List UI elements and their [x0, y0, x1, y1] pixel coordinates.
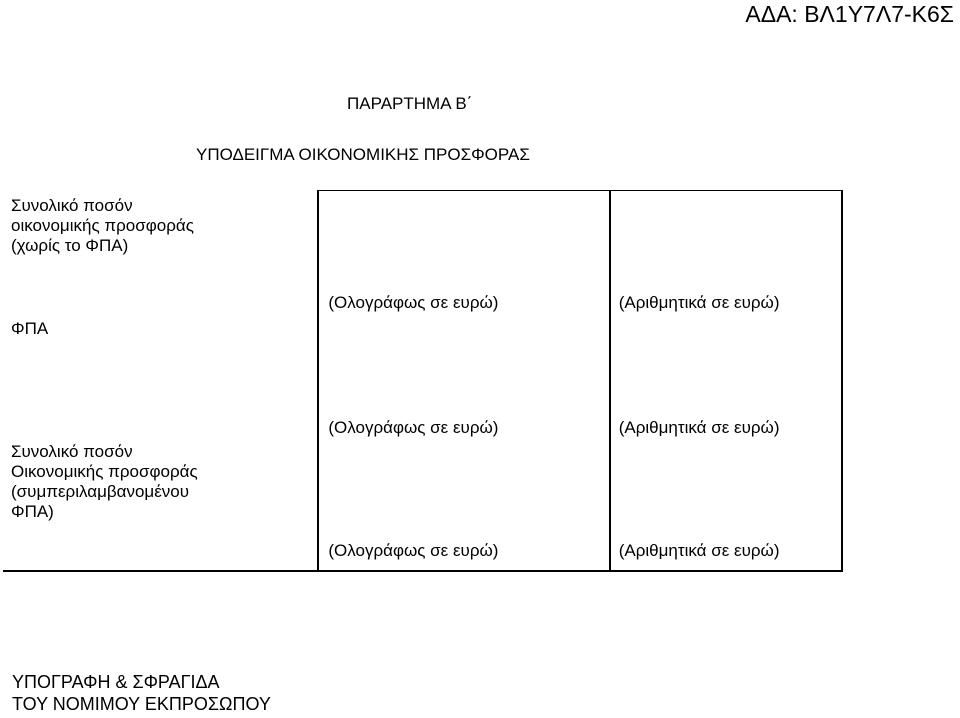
label-line: οικονομικής προσφοράς — [11, 215, 194, 235]
labels-column — [3, 191, 318, 571]
financial-offer-table — [3, 190, 843, 572]
ada-code: ΑΔΑ: ΒΛ1Υ7Λ7-Κ6Σ — [745, 1, 954, 27]
total-words-field-bottom[interactable]: (Ολογράφως σε ευρώ) — [328, 541, 499, 560]
label-line: ΦΠΑ) — [11, 501, 54, 521]
vat-words-field[interactable]: (Ολογράφως σε ευρώ) — [328, 293, 499, 312]
signature-line-2: ΤΟΥ ΝΟΜΙΜΟΥ ΕΚΠΡΟΣΩΠΟΥ — [12, 694, 271, 714]
document-title: ΥΠΟΔΕΙΓΜΑ ΟΙΚΟΝΟΜΙΚΗΣ ΠΡΟΣΦΟΡΑΣ — [196, 145, 530, 164]
label-line: (χωρίς το ΦΠΑ) — [11, 235, 129, 255]
offer-table-body-row — [3, 191, 842, 571]
numbers-column — [610, 191, 842, 571]
label-line: Συνολικό ποσόν — [11, 441, 133, 461]
label-line: Συνολικό ποσόν — [11, 195, 133, 215]
words-column — [318, 191, 609, 571]
vat-numbers-field[interactable]: (Αριθμητικά σε ευρώ) — [618, 293, 780, 312]
annex-title: ΠΑΡΑΡΤΗΜΑ Β΄ — [347, 94, 473, 113]
label-total-without-vat — [11, 196, 194, 256]
total-with-vat-numbers-field[interactable]: (Αριθμητικά σε ευρώ) — [618, 418, 780, 437]
signature-line-1: ΥΠΟΓΡΑΦΗ & ΣΦΡΑΓΙΔΑ — [12, 672, 220, 692]
label-total-with-vat — [11, 442, 198, 522]
total-numbers-field-bottom[interactable]: (Αριθμητικά σε ευρώ) — [618, 541, 780, 560]
label-vat: ΦΠΑ — [11, 318, 49, 338]
label-line: (συμπεριλαμβανομένου — [11, 481, 190, 501]
total-with-vat-words-field[interactable]: (Ολογράφως σε ευρώ) — [328, 418, 499, 437]
label-line: Οικονομικής προσφοράς — [11, 461, 198, 481]
signature-block — [12, 671, 271, 715]
